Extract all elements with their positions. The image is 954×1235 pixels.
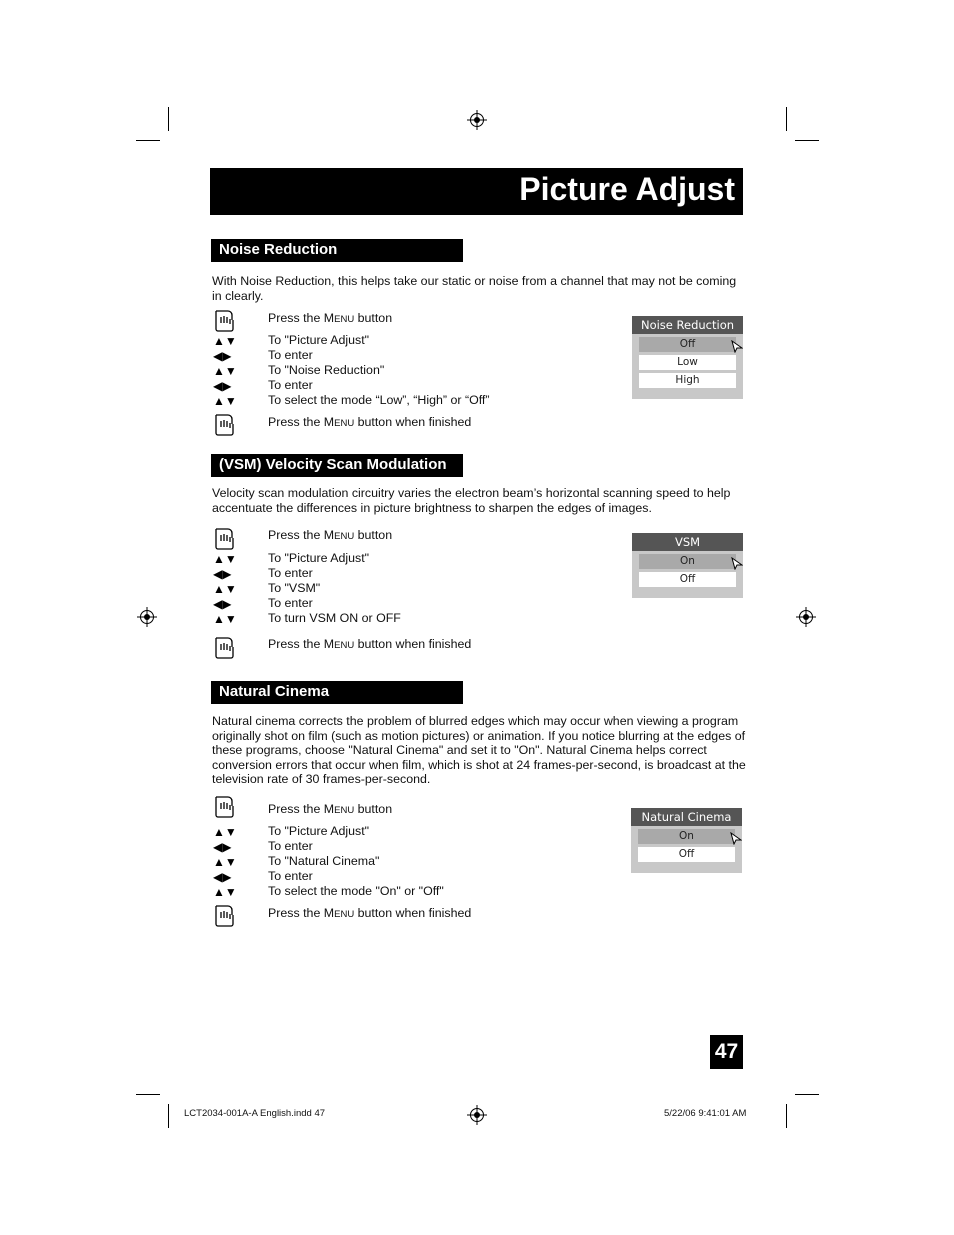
registration-mark-icon	[470, 113, 484, 127]
cursor-arrow-icon	[731, 340, 743, 353]
up-down-arrows-icon: ▲▼	[213, 394, 237, 408]
cinema-osd-menu	[631, 808, 742, 873]
registration-mark-icon	[470, 1108, 484, 1122]
crop-mark	[786, 1104, 787, 1128]
noise-step-picture-adjust: To "Picture Adjust"	[268, 333, 370, 347]
osd-option-on[interactable]: On	[638, 829, 735, 844]
vsm-step-target: To "VSM"	[268, 581, 321, 595]
osd-title: Natural Cinema	[631, 808, 742, 826]
noise-step-select: To select the mode “Low”, “High” or “Off”	[268, 393, 490, 407]
up-down-arrows-icon: ▲▼	[213, 855, 237, 869]
page-number: 47	[710, 1035, 743, 1069]
hand-pointer-icon	[213, 413, 236, 437]
section-heading-vsm: (VSM) Velocity Scan Modulation	[211, 454, 463, 477]
footer-file-info: LCT2034-001A-A English.indd 47	[184, 1108, 326, 1119]
left-right-arrows-icon: ◀▶	[213, 379, 232, 393]
crop-mark	[786, 107, 787, 131]
osd-option-high[interactable]: High	[639, 373, 736, 388]
left-right-arrows-icon: ◀▶	[213, 840, 232, 854]
cinema-step-picture-adjust: To "Picture Adjust"	[268, 824, 370, 838]
cinema-step-target: To "Natural Cinema"	[268, 854, 380, 868]
hand-pointer-icon	[213, 795, 236, 819]
registration-mark-icon	[140, 610, 154, 624]
up-down-arrows-icon: ▲▼	[213, 885, 237, 899]
osd-option-off[interactable]: Off	[639, 572, 736, 587]
hand-pointer-icon	[213, 636, 236, 660]
cinema-step-select: To select the mode "On" or "Off"	[268, 884, 444, 898]
noise-step-finished: Press the MENU button when finished	[268, 415, 472, 429]
crop-mark	[795, 1094, 819, 1095]
left-right-arrows-icon: ◀▶	[213, 597, 232, 611]
up-down-arrows-icon: ▲▼	[213, 552, 237, 566]
vsm-step-enter-2: To enter	[268, 596, 313, 610]
vsm-step-enter: To enter	[268, 566, 313, 580]
vsm-step-press-menu: Press the MENU button	[268, 528, 393, 542]
footer-datetime: 5/22/06 9:41:01 AM	[664, 1108, 747, 1119]
osd-option-low[interactable]: Low	[639, 355, 736, 370]
hand-pointer-icon	[213, 309, 236, 333]
noise-step-enter-2: To enter	[268, 378, 313, 392]
noise-description: With Noise Reduction, this helps take our static or noise from a channel that may not be coming in clearly.	[212, 274, 737, 303]
cinema-step-finished: Press the MENU button when finished	[268, 906, 472, 920]
osd-option-off[interactable]: Off	[639, 337, 736, 352]
section-heading-noise-reduction: Noise Reduction	[211, 239, 463, 262]
cursor-arrow-icon	[730, 832, 742, 845]
vsm-step-select: To turn VSM ON or OFF	[268, 611, 401, 625]
left-right-arrows-icon: ◀▶	[213, 349, 232, 363]
noise-osd-menu	[632, 316, 743, 399]
vsm-step-picture-adjust: To "Picture Adjust"	[268, 551, 370, 565]
up-down-arrows-icon: ▲▼	[213, 612, 237, 626]
osd-title: Noise Reduction	[632, 316, 743, 334]
cinema-step-enter-2: To enter	[268, 869, 313, 883]
vsm-step-finished: Press the MENU button when finished	[268, 637, 472, 651]
page-title-bar	[210, 168, 743, 215]
vsm-description: Velocity scan modulation circuitry varies the electron beam’s horizontal scanning speed to help accentuate the differences in picture brightness to sharpen the edges of images.	[212, 486, 731, 515]
cursor-arrow-icon	[731, 557, 743, 570]
osd-title: VSM	[632, 533, 743, 551]
up-down-arrows-icon: ▲▼	[213, 364, 237, 378]
left-right-arrows-icon: ◀▶	[213, 567, 232, 581]
noise-step-enter: To enter	[268, 348, 313, 362]
crop-mark	[168, 107, 169, 131]
left-right-arrows-icon: ◀▶	[213, 870, 232, 884]
cinema-step-enter: To enter	[268, 839, 313, 853]
up-down-arrows-icon: ▲▼	[213, 825, 237, 839]
noise-step-press-menu: Press the MENU button	[268, 311, 393, 325]
crop-mark	[795, 140, 819, 141]
crop-mark	[136, 1094, 160, 1095]
up-down-arrows-icon: ▲▼	[213, 582, 237, 596]
section-heading-natural-cinema: Natural Cinema	[211, 681, 463, 704]
hand-pointer-icon	[213, 527, 236, 551]
up-down-arrows-icon: ▲▼	[213, 334, 237, 348]
cinema-step-press-menu: Press the MENU button	[268, 802, 393, 816]
crop-mark	[136, 140, 160, 141]
vsm-osd-menu	[632, 533, 743, 598]
cinema-description: Natural cinema corrects the problem of blurred edges which may occur when viewing a program originally shot on film (such as motion pictures) or animation. If you notice blurring at the edges of these programs, choose "Natural Cinema" and set it to "On". Natural Cinema helps correct conversion errors that occur when film, which is shot at 24 frames-per-second, is broadcast at the television rate of 30 frames-per-second.	[212, 714, 746, 787]
registration-mark-icon	[799, 610, 813, 624]
page-title: Picture Adjust	[519, 171, 735, 207]
osd-option-off[interactable]: Off	[638, 847, 735, 862]
hand-pointer-icon	[213, 904, 236, 928]
osd-option-on[interactable]: On	[639, 554, 736, 569]
crop-mark	[168, 1104, 169, 1128]
noise-step-target: To "Noise Reduction"	[268, 363, 385, 377]
